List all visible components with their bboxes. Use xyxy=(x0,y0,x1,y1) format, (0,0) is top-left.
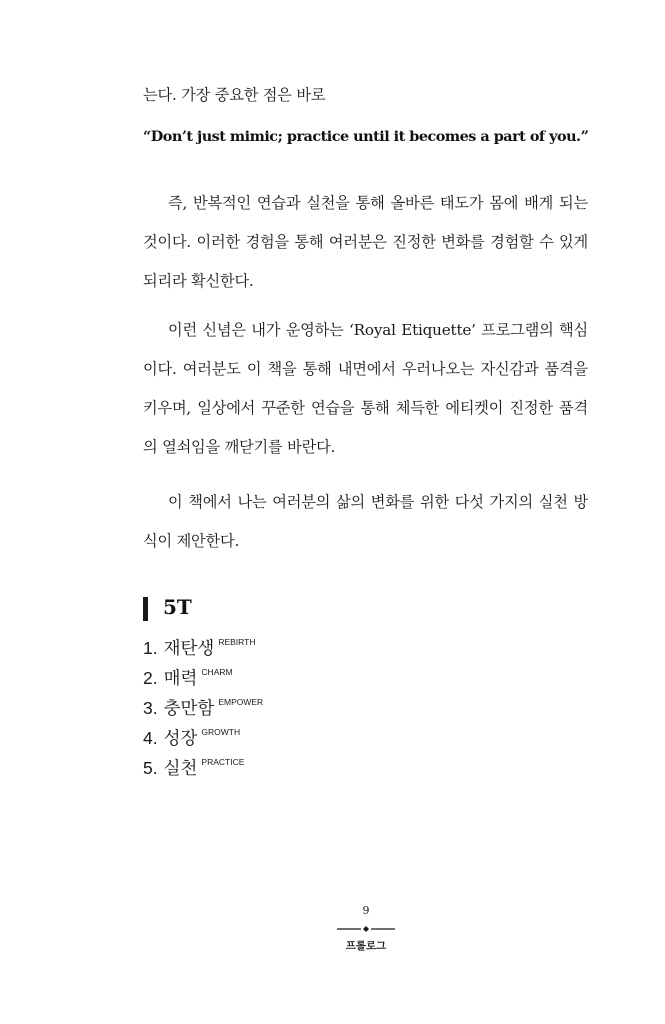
list-item-subtitle: EMPOWER xyxy=(218,697,264,707)
list-item-subtitle: REBIRTH xyxy=(218,637,256,647)
paragraph-belief: 이런 신념은 내가 운영하는 ‘Royal Etiquette’ 프로그램의 핵심이다. 여러분도 이 책을 통해 내면에서 우러나오는 자신감과 품격을 키우며, 일상에서 꾸준한 연습을 통해 체득한 에티켓이 진정한 품격의 열쇠임을 깨닫기를 바란다. xyxy=(143,321,588,456)
page-number: 9 xyxy=(362,904,370,917)
list-item-number: 1. xyxy=(143,638,158,658)
paragraph-intro: 는다. 가장 중요한 점은 바로 xyxy=(143,86,326,104)
list-item-number: 3. xyxy=(143,698,158,718)
section-title: 5T xyxy=(163,595,192,619)
list-item-subtitle: GROWTH xyxy=(201,727,241,737)
pull-quote: “Don’t just mimic; practice until it becomes a part of you.” xyxy=(143,128,589,145)
five-t-list xyxy=(143,627,263,777)
list-item-subtitle: CHARM xyxy=(201,667,233,677)
list-item-label: 재탄생 xyxy=(163,638,215,658)
list-item-label: 실천 xyxy=(163,758,198,778)
list-item xyxy=(143,747,263,777)
list-item xyxy=(143,657,263,687)
list-item xyxy=(143,687,263,717)
chapter-label: 프롤로그 xyxy=(345,940,387,952)
list-item-label: 매력 xyxy=(163,668,198,688)
list-item-label: 성장 xyxy=(163,728,198,748)
paragraph-practice: 즉, 반복적인 연습과 실천을 통해 올바른 태도가 몸에 배게 되는 것이다. 이러한 경험을 통해 여러분은 진정한 변화를 경험할 수 있게 되리라 확신한다. xyxy=(143,194,588,290)
footer-ornament-icon xyxy=(337,925,395,933)
paragraph-five-ways: 이 책에서 나는 여러분의 삶의 변화를 위한 다섯 가지의 실천 방식이 제안한다. xyxy=(143,493,588,550)
list-item xyxy=(143,627,263,657)
list-item-subtitle: PRACTICE xyxy=(201,757,245,767)
section-marker-bar xyxy=(143,597,148,621)
list-item-number: 4. xyxy=(143,728,158,748)
list-item-number: 5. xyxy=(143,758,158,778)
list-item-number: 2. xyxy=(143,668,158,688)
list-item xyxy=(143,717,263,747)
list-item-label: 충만함 xyxy=(163,698,215,718)
